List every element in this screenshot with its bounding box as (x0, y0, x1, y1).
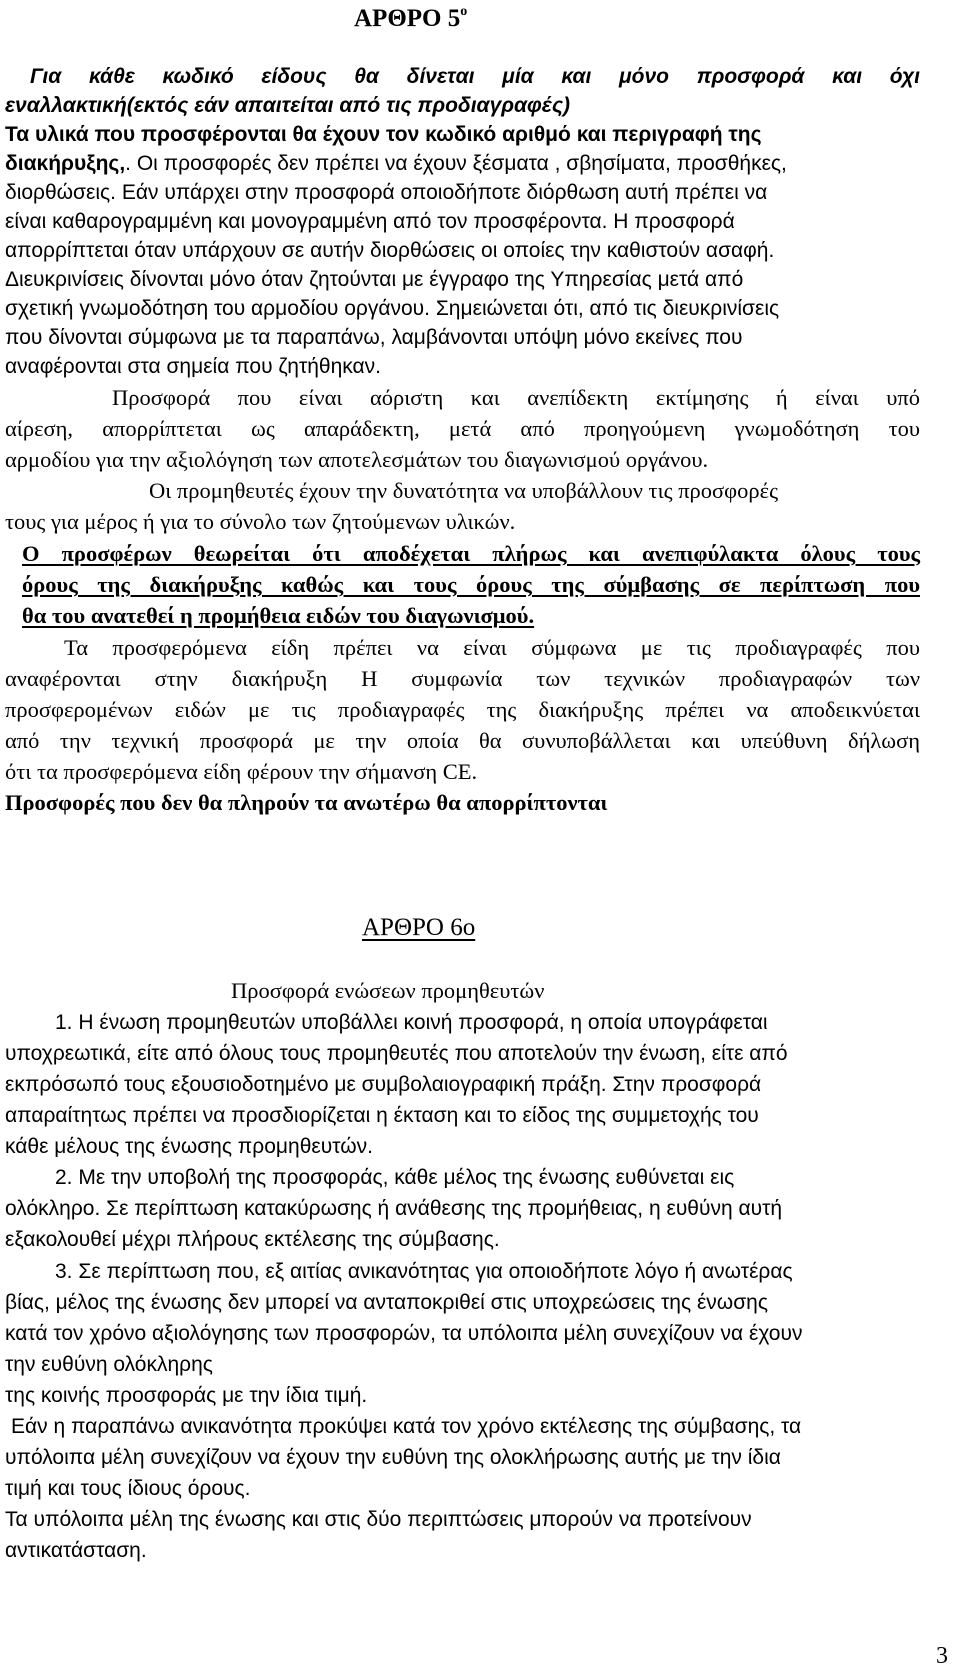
article-6-item-1-line-3: εκπρόσωπό τους εξουσιοδοτημένο με συμβολαιογραφική πράξη. Στην προσφορά (5, 1073, 762, 1096)
article-6-item-2-line-1: 2. Με την υποβολή της προσφοράς, κάθε μέλος της ένωσης ευθύνεται εις (55, 1166, 735, 1189)
article-6-item-3-line-3: κατά τον χρόνο αξιολόγησης των προσφορών, τα υπόλοιπα μέλη συνεχίζουν να έχουν (5, 1322, 803, 1345)
article-5-p6: Προσφορές που δεν θα πληρούν τα ανωτέρω θα απορρίπτονται (5, 790, 608, 815)
article-6-item-1-line-4: απαραίτητως πρέπει να προσδιορίζεται η έκταση και το είδος της συμμετοχής του (5, 1104, 759, 1127)
article-6-p-line-3: τιμή και τους ίδιους όρους. (5, 1477, 251, 1500)
article-6-item-2-line-2: ολόκληρο. Σε περίπτωση κατακύρωσης ή ανάθεσης της προμήθειας, η ευθύνη αυτή (5, 1197, 783, 1220)
article-5-p4-line-2: όρους της διακήρυξης καθώς και τους όρους της σύμβασης σε περίπτωση που (22, 572, 920, 597)
article-5-p5-line-5: ότι τα προσφερόμενα είδη φέρουν την σήμανση CE. (5, 759, 478, 784)
article-5-p5-line-2: αναφέρονται στην διακήρυξη Η συμφωνία των τεχνικών προδιαγραφών των (5, 666, 920, 691)
article-6-subtitle: Προσφορά ενώσεων προμηθευτών (231, 978, 545, 1003)
article-6-p-line-1: Εάν η παραπάνω ανικανότητα προκύψει κατά τον χρόνο εκτέλεσης της σύμβασης, τα (11, 1415, 802, 1438)
article-6-p2-line-2: αντικατάσταση. (5, 1539, 147, 1562)
article-5-p2-line-2: αίρεση, απορρίπτεται ως απαράδεκτη, μετά από προηγούμενη γνωμοδότηση του (5, 416, 920, 441)
article-5-p1-line-4: διακήρυξης,. Οι προσφορές δεν πρέπει να έχουν ξέσματα , σβησίματα, προσθήκες, (5, 152, 787, 175)
article-5-p2-line-1: Προσφορά που είναι αόριστη και ανεπίδεκτη εκτίμησης ή είναι υπό (112, 385, 920, 410)
article-6-p-line-2: υπόλοιπα μέλη συνεχίζουν να έχουν την ευθύνη της ολοκλήρωσης αυτής με την ίδια (5, 1446, 781, 1469)
article-6-item-1-line-1: 1. Η ένωση προμηθευτών υποβάλλει κοινή προσφορά, η οποία υπογράφεται (55, 1011, 768, 1034)
article-5-p2-line-3: αρμοδίου για την αξιολόγηση των αποτελεσμάτων του διαγωνισμού οργάνου. (5, 447, 709, 472)
article-5-p1-line-2: εναλλακτική(εκτός εάν απαιτείται από τις προδιαγραφές) (5, 94, 570, 117)
article-5-p1-line-3: Τα υλικά που προσφέρονται θα έχουν τον κωδικό αριθμό και περιγραφή της (5, 123, 762, 146)
article-6-item-3-line-2: βίας, μέλος της ένωσης δεν μπορεί να ανταποκριθεί στις υποχρεώσεις της ένωσης (5, 1291, 768, 1314)
article-5-p5-line-1: Τα προσφερόμενα είδη πρέπει να είναι σύμφωνα με τις προδιαγραφές που (64, 635, 920, 660)
article-6-item-3-line-1: 3. Σε περίπτωση που, εξ αιτίας ανικανότητας για οποιοδήποτε λόγο ή ανωτέρας (55, 1260, 793, 1283)
article-5-p3-line-1: Οι προμηθευτές έχουν την δυνατότητα να υποβάλλουν τις προσφορές (149, 478, 778, 503)
article-6-item-3-line-4: την ευθύνη ολόκληρης (5, 1353, 213, 1376)
article-5-p1-line-7: απορρίπτεται όταν υπάρχουν σε αυτήν διορθώσεις οι οποίες την καθιστούν ασαφή. (5, 239, 775, 262)
article-5-p1-line-8: Διευκρινίσεις δίνονται μόνο όταν ζητούνται με έγγραφο της Υπηρεσίας μετά από (5, 268, 744, 291)
article-6-p2-line-1: Τα υπόλοιπα μέλη της ένωσης και στις δύο περιπτώσεις μπορούν να προτείνουν (5, 1508, 752, 1531)
article-5-title: ΑΡΘΡΟ $5^o$ (354, 4, 468, 32)
article-6-item-2-line-3: εξακολουθεί μέχρι πλήρους εκτέλεσης της σύμβασης. (5, 1228, 500, 1251)
article-5-p1-line-1: Για κάθε κωδικό είδους θα δίνεται μία και μόνο προσφορά και όχι (30, 65, 920, 88)
article-5-p1-line-11: αναφέρονται στα σημεία που ζητήθηκαν. (5, 355, 382, 378)
page-number: 3 (936, 1643, 948, 1669)
article-5-p4-line-3: θα του ανατεθεί η προμήθεια ειδών του διαγωνισμού. (22, 603, 535, 628)
article-5-p1-line-9: σχετική γνωμοδότηση του αρμοδίου οργάνου. Σημειώνεται ότι, από τις διευκρινίσεις (5, 297, 780, 320)
article-6-item-1-line-5: κάθε μέλους της ένωσης προμηθευτών. (5, 1135, 373, 1158)
article-5-p5-line-4: από την τεχνική προσφορά με την οποία θα συνυποβάλλεται και υπεύθυνη δήλωση (5, 728, 920, 753)
article-5-p1-line-10: που δίνονται σύμφωνα με τα παραπάνω, λαμβάνονται υπόψη μόνο εκείνες που (5, 326, 743, 349)
article-6-title: ΑΡΘΡΟ 6ο (362, 914, 476, 941)
article-6-item-1-line-2: υποχρεωτικά, είτε από όλους τους προμηθευτές που αποτελούν την ένωση, είτε από (5, 1042, 788, 1065)
article-5-p4-line-1: Ο προσφέρων θεωρείται ότι αποδέχεται πλήρως και ανεπιφύλακτα όλους τους (22, 541, 920, 566)
article-5-p1-line-6: είναι καθαρογραμμένη και μονογραμμένη από τον προσφέροντα. Η προσφορά (5, 210, 735, 233)
article-5-p5-line-3: προσφερομένων ειδών με τις προδιαγραφές της διακήρυξης πρέπει να αποδεικνύεται (5, 697, 920, 722)
article-5-p3-line-2: τους για μέρος ή για το σύνολο των ζητούμενων υλικών. (5, 509, 516, 534)
article-5-p1-line-5: διορθώσεις. Εάν υπάρχει στην προσφορά οποιοδήποτε διόρθωση αυτή πρέπει να (5, 181, 768, 204)
article-6-item-3-line-5: της κοινής προσφοράς με την ίδια τιμή. (5, 1384, 368, 1407)
